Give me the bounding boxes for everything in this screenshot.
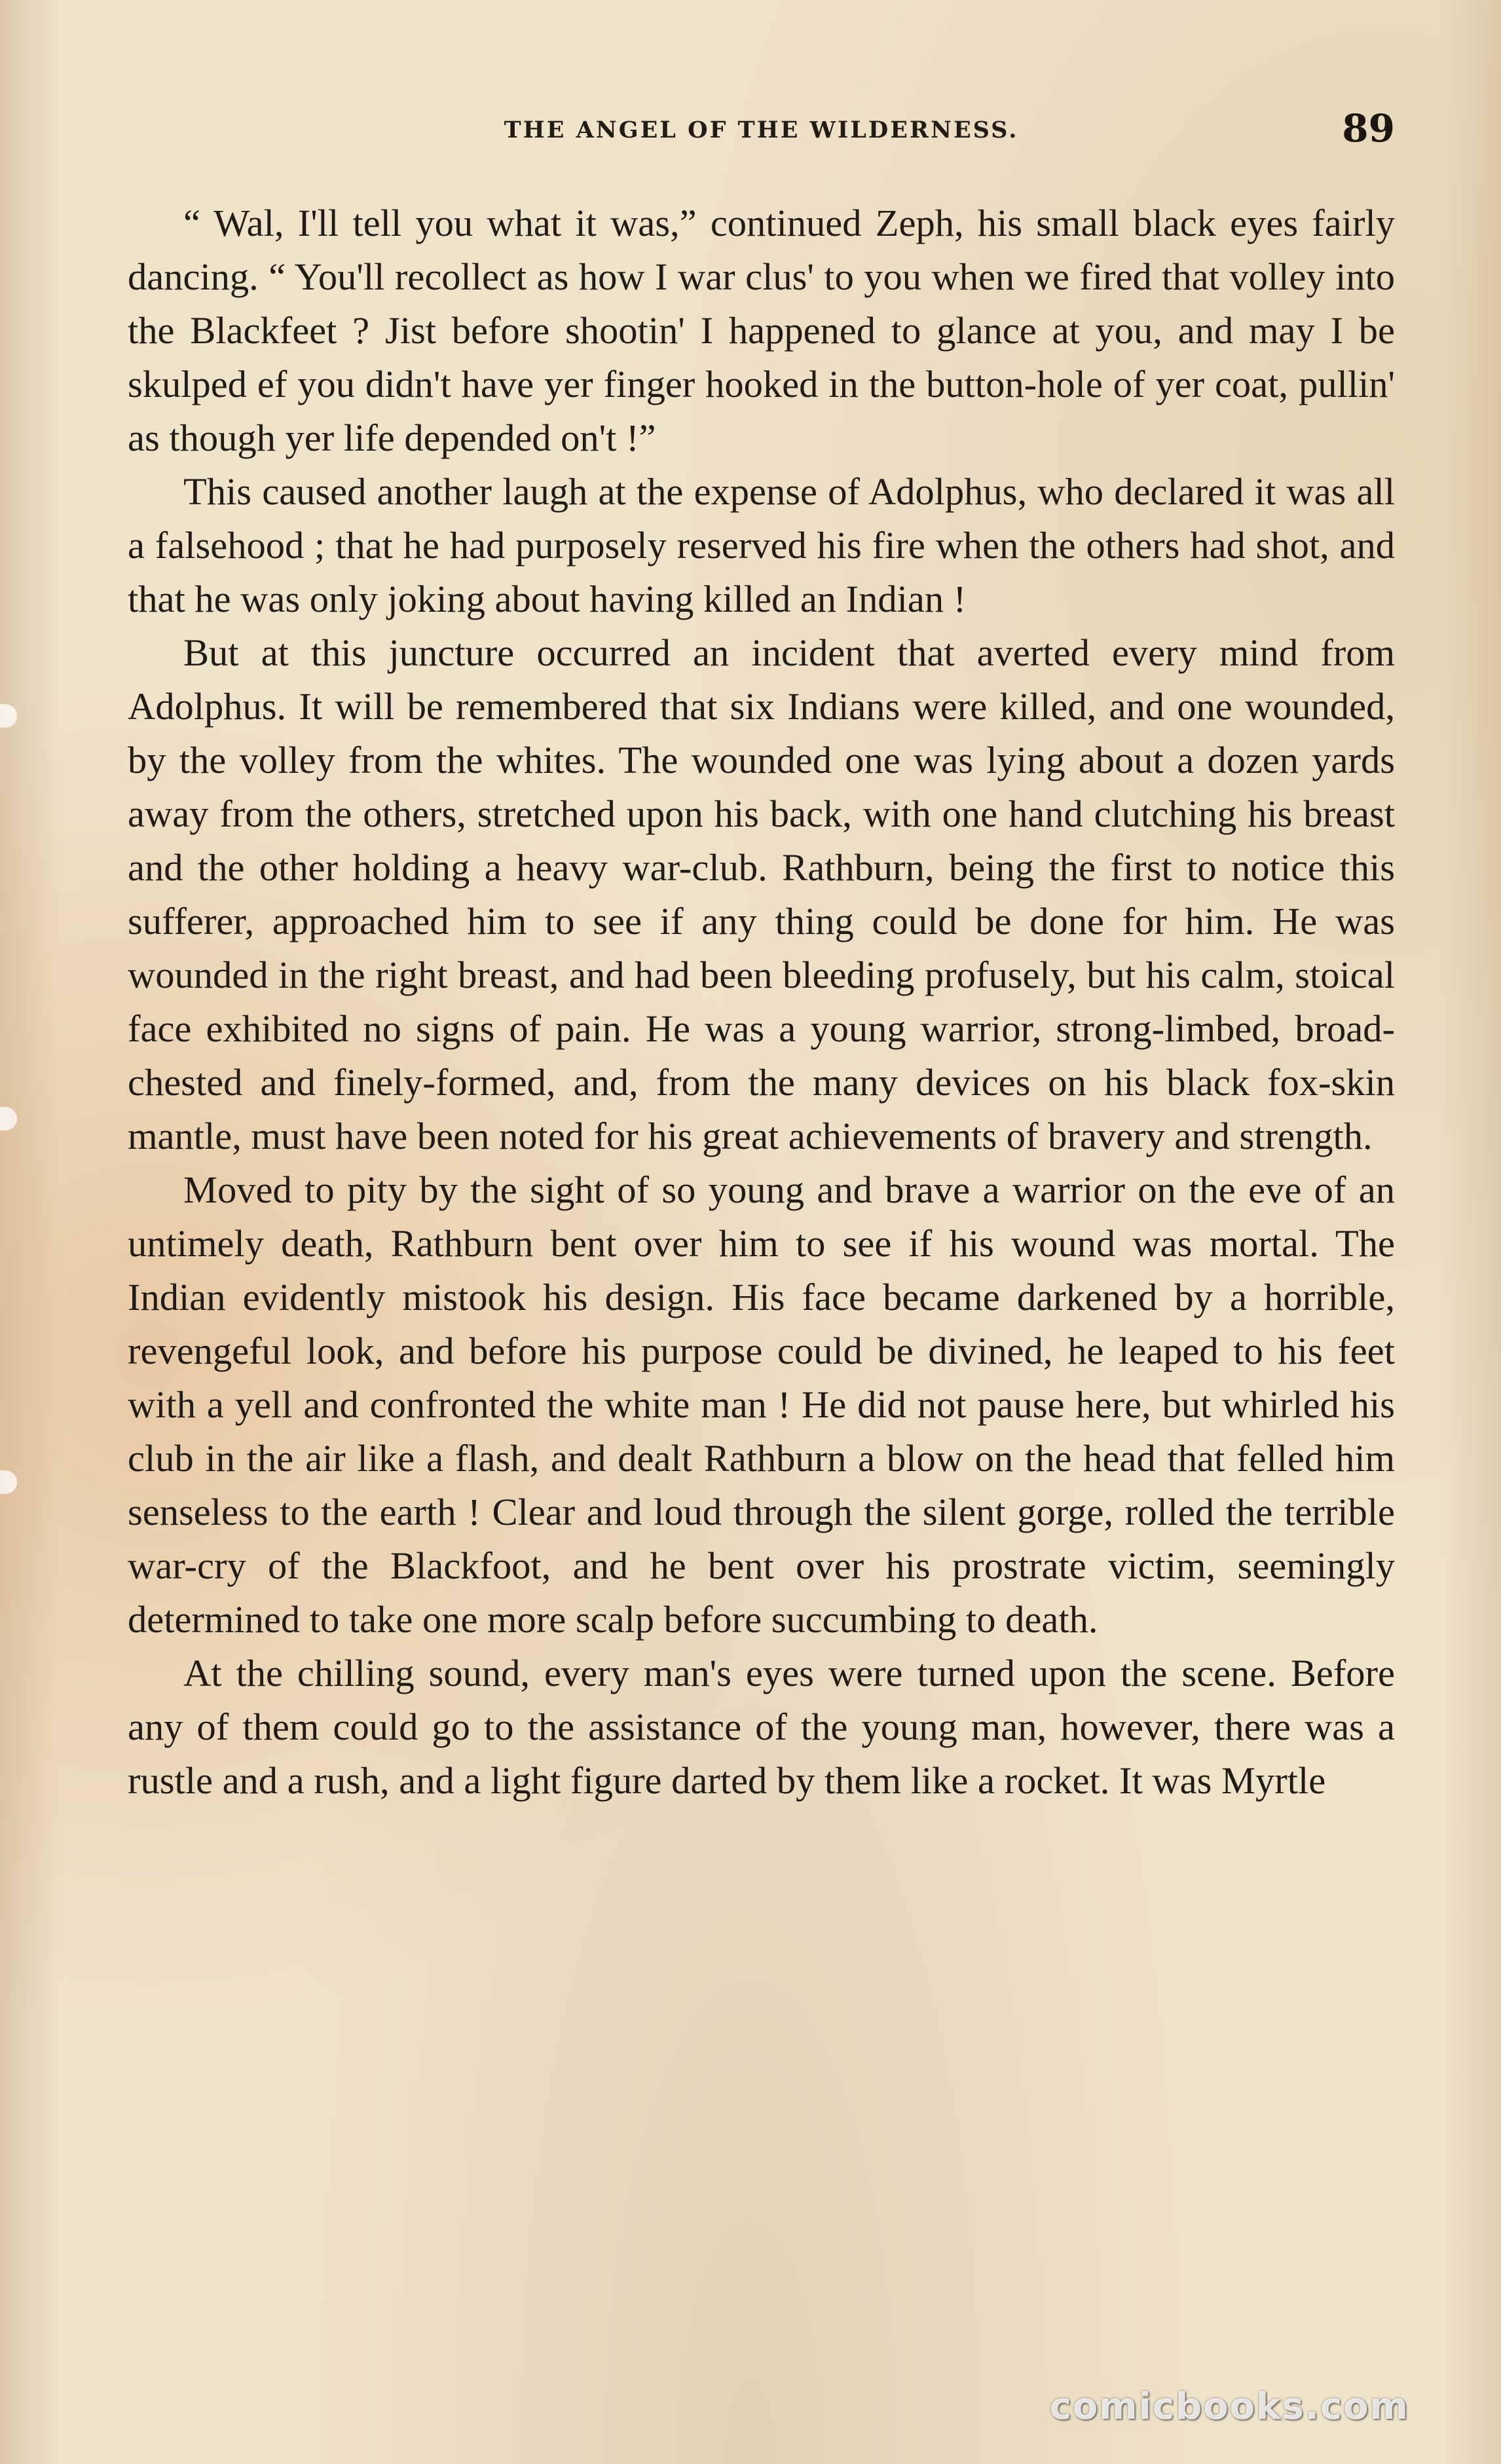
watermark: comicbooks.com [1049,2385,1409,2428]
binding-hole-mark [0,1107,17,1130]
binding-hole-mark [0,1470,17,1494]
running-title: THE ANGEL OF THE WILDERNESS. [504,117,1019,143]
body-text [128,196,1395,1808]
paragraph: At the chilling sound, every man's eyes were turned upon the scene. Before any of them could go to the assistance of the young man, however, there was a rustle and a rush, and a light figure darted by them like a rocket. It was Myrtle [128,1652,1395,1802]
binding-hole-mark [0,704,17,728]
paragraph: But at this juncture occurred an incident that averted every mind from Adolphus. It will be remembered that six Indians were killed, and one wounded, by the volley from the whites. The wounded one was lying about a dozen yards away from the others, stretched upon his back, with one hand clutching his breast and the other holding a heavy war-club. Rathburn, being the first to notice this sufferer, approached him to see if any thing could be done for him. He was wounded in the right breast, and had been bleeding profusely, but his calm, stoical face exhibited no signs of pain. He was a young warrior, strong-limbed, broad-chested and finely-formed, and, from the many devices on his black fox-skin mantle, must have been noted for his great achievements of bravery and strength. [128,631,1395,1157]
page-number: 89 [1342,106,1395,151]
paragraph: This caused another laugh at the expense of Adolphus, who declared it was all a falsehood ; that he had purposely reserved his fire when the others had shot, and that he was only joking about having killed an Indian ! [128,470,1395,620]
paragraph: Moved to pity by the sight of so young and brave a warrior on the eve of an untimely death, Rathburn bent over him to see if his wound was mortal. The Indian evidently mistook his design. His face became darkened by a horrible, revengeful look, and before his purpose could be divined, he leaped to his feet with a yell and confronted the white man ! He did not pause here, but whirled his club in the air like a flash, and dealt Rathburn a blow on the head that felled him senseless to the earth ! Clear and loud through the silent gorge, rolled the terrible war-cry of the Blackfoot, and he bent over his prostrate victim, seemingly determined to take one more scalp before succumbing to death. [128,1168,1395,1641]
running-head [128,98,1395,170]
paragraph: “ Wal, I'll tell you what it was,” continued Zeph, his small black eyes fairly dancing. “ You'll recollect as how I war clus' to you when we fired that volley into the Blackfeet ? Jist before shootin' I happened to glance at you, and may I be skulped ef you didn't have yer finger hooked in the button-hole of yer coat, pullin' as though yer life depended on't !” [128,202,1395,459]
book-page [128,98,1395,1808]
